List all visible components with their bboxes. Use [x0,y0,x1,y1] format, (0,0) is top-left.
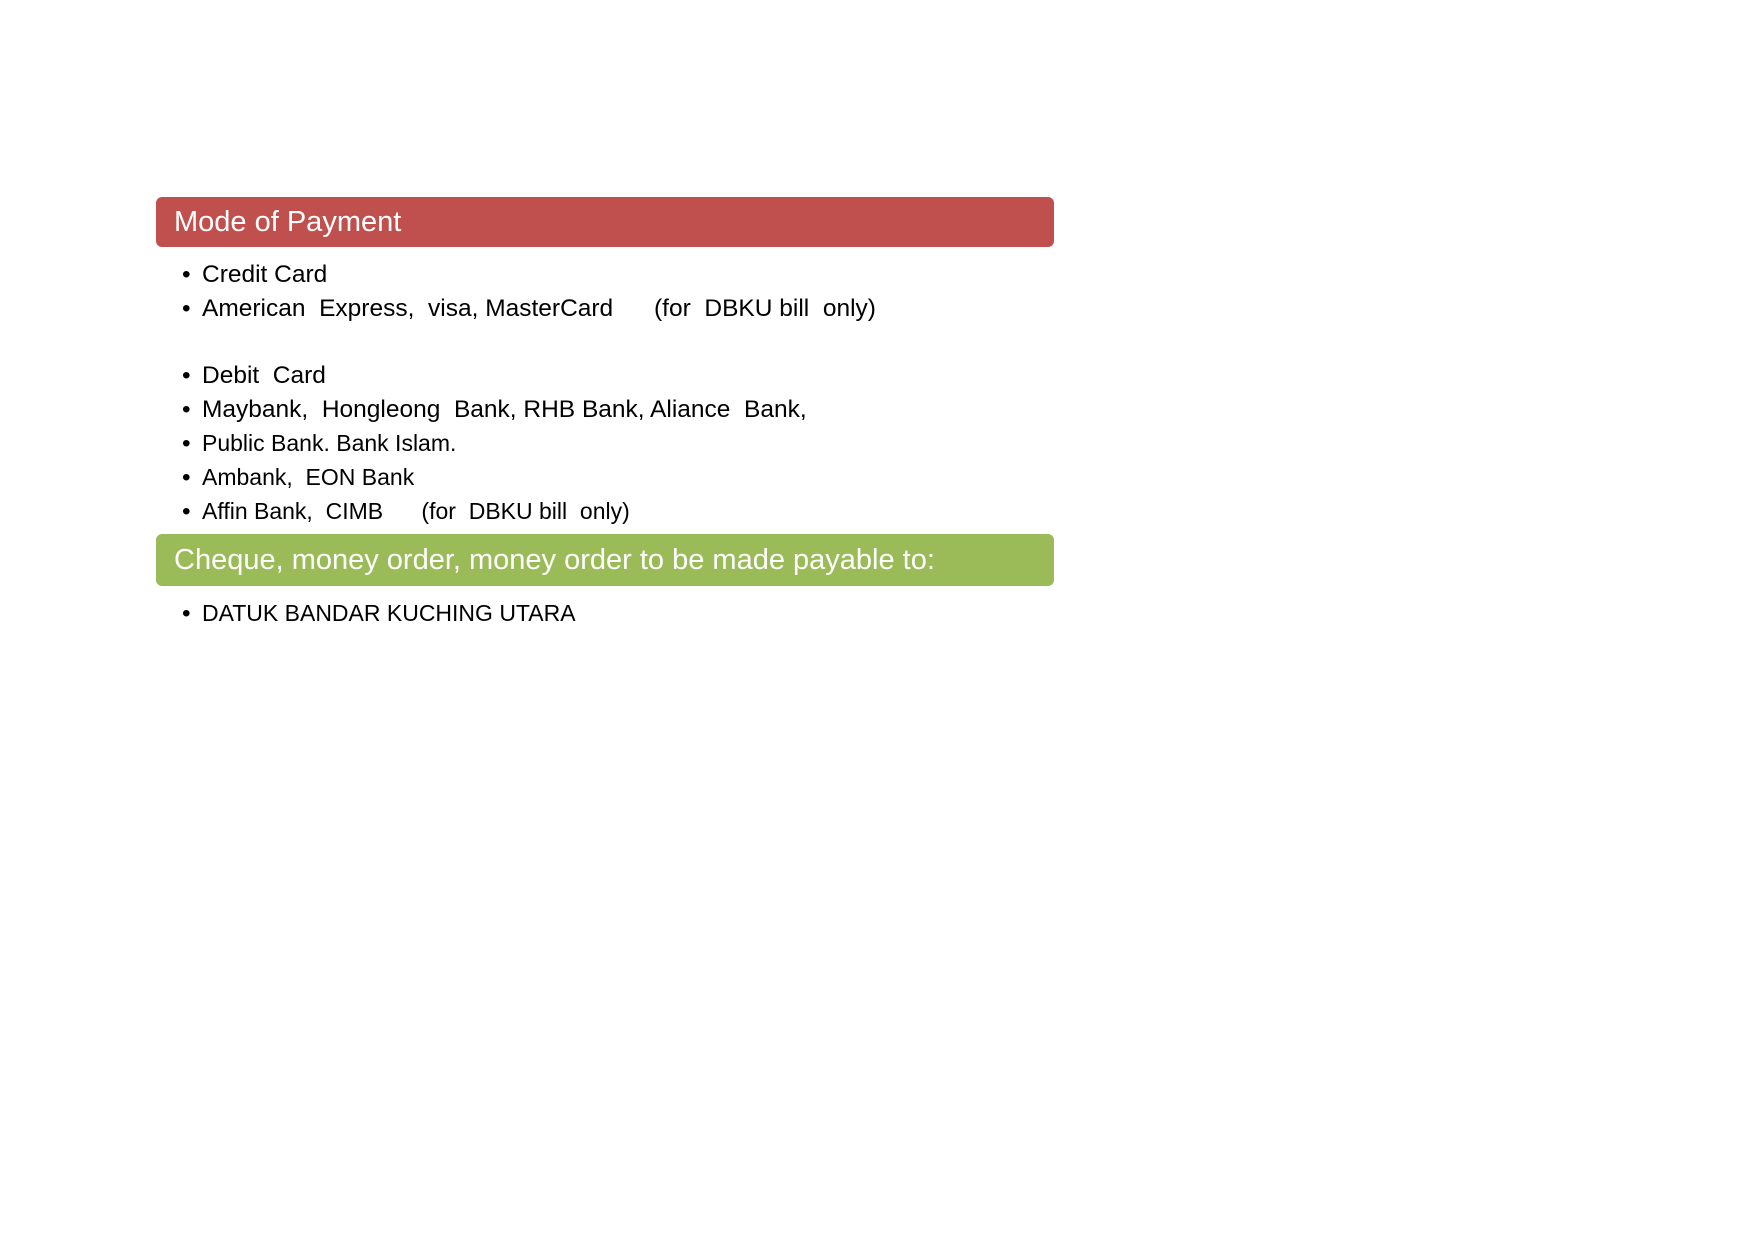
bullet-icon: • [182,430,191,457]
section-heading-cheque-payable [156,534,1054,586]
list-item [182,359,1182,393]
list-item-label: Credit Card [202,261,328,288]
list-item [182,258,1182,292]
list-item [182,597,1182,631]
list-item-label: Maybank, Hongleong Bank, RHB Bank, Aliance Bank, [202,396,807,423]
bullet-icon: • [182,295,191,322]
section-heading-mode-of-payment-label: Mode of Payment [174,205,402,238]
list-item-label: Public Bank. Bank Islam. [202,430,457,456]
bullet-icon: • [182,362,191,389]
bullet-icon: • [182,498,191,525]
list-item-label: DATUK BANDAR KUCHING UTARA [202,600,576,626]
section-heading-cheque-payable-label: Cheque, money order, money order to be made payable to: [174,543,935,576]
list-item-label: Debit Card [202,362,326,389]
list-item-label: American Express, visa, MasterCard (for DBKU bill only) [202,295,876,322]
bullet-list-payable-to [182,597,1182,631]
section-heading-mode-of-payment [156,197,1054,247]
list-item-label: Ambank, EON Bank [202,464,415,490]
list-item [182,461,1182,495]
list-item-label: Affin Bank, CIMB (for DBKU bill only) [202,498,630,524]
bullet-list-debit-card [182,359,1182,529]
list-item [182,427,1182,461]
list-item [182,292,1182,326]
list-item [182,393,1182,427]
bullet-icon: • [182,600,191,627]
bullet-icon: • [182,396,191,423]
list-item [182,495,1182,529]
bullet-list-credit-card [182,258,1182,326]
bullet-icon: • [182,261,191,288]
bullet-icon: • [182,464,191,491]
